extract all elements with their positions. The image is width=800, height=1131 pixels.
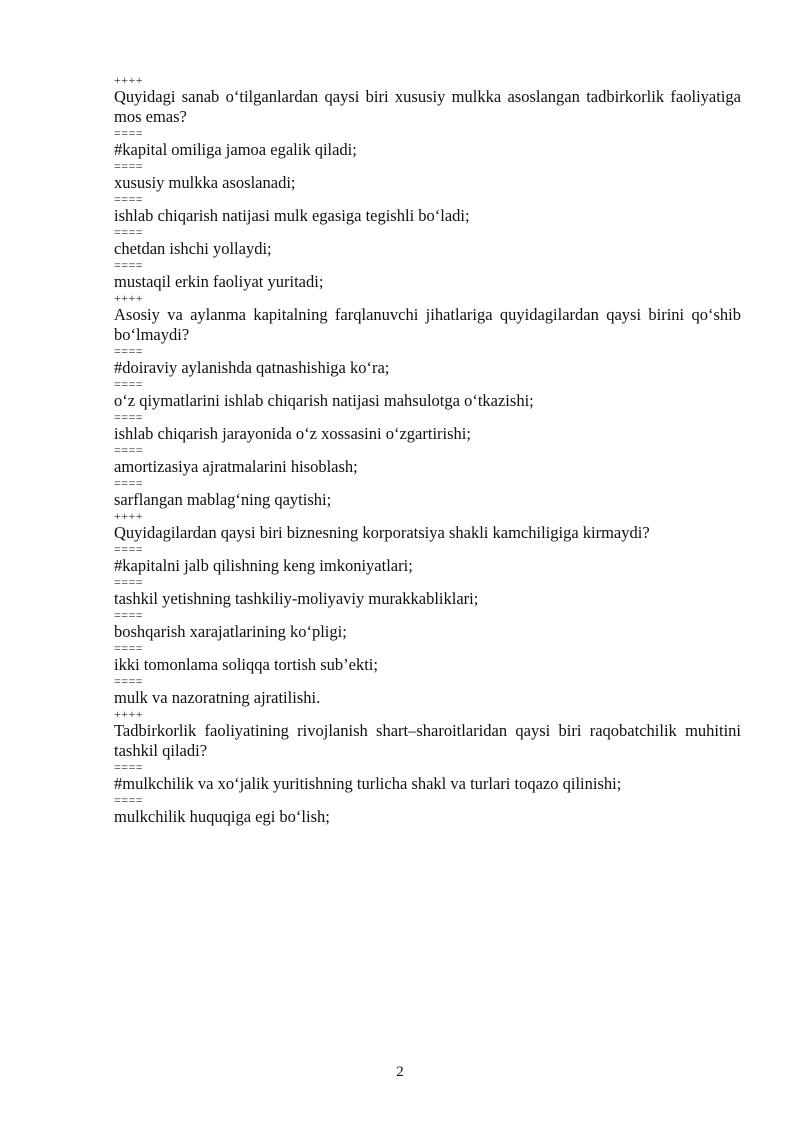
- answer-option: #doiraviy aylanishda qatnashishiga ko‘ra;: [114, 358, 390, 377]
- answer-option: mulkchilik huquqiga egi bo‘lish;: [114, 807, 330, 826]
- option-marker: ====: [114, 192, 144, 206]
- answer-option: #kapitalni jalb qilishning keng imkoniyatlari;: [114, 556, 413, 575]
- question-marker: ++++: [114, 291, 144, 305]
- option-marker: ====: [114, 476, 144, 490]
- question-block: [114, 74, 741, 292]
- option-marker: ====: [114, 126, 144, 140]
- answer-option: boshqarish xarajatlarining ko‘pligi;: [114, 622, 347, 641]
- question-marker: ++++: [114, 73, 144, 87]
- answer-option: ishlab chiqarish jarayonida o‘z xossasini o‘zgartirishi;: [114, 424, 471, 443]
- option-marker: ====: [114, 344, 144, 358]
- answer-option: ikki tomonlama soliqqa tortish sub’ekti;: [114, 655, 378, 674]
- option-marker: ====: [114, 443, 144, 457]
- option-marker: ====: [114, 575, 144, 589]
- question-text: Asosiy va aylanma kapitalning farqlanuvchi jihatlariga quyidagilardan qaysi birini qo‘shib bo‘lmaydi?: [114, 305, 741, 344]
- answer-option: sarflangan mablag‘ning qaytishi;: [114, 490, 332, 509]
- answer-option: #mulkchilik va xo‘jalik yuritishning turlicha shakl va turlari toqazo qilinishi;: [114, 774, 622, 793]
- question-marker: ++++: [114, 509, 144, 523]
- answer-option: mulk va nazoratning ajratilishi.: [114, 688, 321, 707]
- option-marker: ====: [114, 159, 144, 173]
- page-number: 2: [396, 1064, 404, 1080]
- option-marker: ====: [114, 641, 144, 655]
- question-block: [114, 510, 741, 708]
- answer-option: mustaqil erkin faoliyat yuritadi;: [114, 272, 324, 291]
- question-text: Quyidagi sanab o‘tilganlardan qaysi biri xususiy mulkka asoslangan tadbirkorlik faoliyatiga mos emas?: [114, 87, 741, 126]
- answer-option: xususiy mulkka asoslanadi;: [114, 173, 296, 192]
- question-text: Tadbirkorlik faoliyatining rivojlanish shart–sharoitlaridan qaysi biri raqobatchilik muhitini tashkil qiladi?: [114, 721, 741, 760]
- question-block: [114, 708, 741, 827]
- option-marker: ====: [114, 542, 144, 556]
- question-block: [114, 292, 741, 510]
- option-marker: ====: [114, 410, 144, 424]
- answer-option: tashkil yetishning tashkiliy-moliyaviy murakkabliklari;: [114, 589, 479, 608]
- option-marker: ====: [114, 225, 144, 239]
- answer-option: chetdan ishchi yollaydi;: [114, 239, 272, 258]
- option-marker: ====: [114, 793, 144, 807]
- document-page: [114, 74, 741, 827]
- answer-option: amortizasiya ajratmalarini hisoblash;: [114, 457, 358, 476]
- question-text: Quyidagilardan qaysi biri biznesning korporatsiya shakli kamchiligiga kirmaydi?: [114, 523, 650, 542]
- option-marker: ====: [114, 377, 144, 391]
- option-marker: ====: [114, 674, 144, 688]
- answer-option: o‘z qiymatlarini ishlab chiqarish natijasi mahsulotga o‘tkazishi;: [114, 391, 534, 410]
- option-marker: ====: [114, 760, 144, 774]
- option-marker: ====: [114, 258, 144, 272]
- answer-option: ishlab chiqarish natijasi mulk egasiga tegishli bo‘ladi;: [114, 206, 470, 225]
- option-marker: ====: [114, 608, 144, 622]
- question-marker: ++++: [114, 707, 144, 721]
- answer-option: #kapital omiliga jamoa egalik qiladi;: [114, 140, 357, 159]
